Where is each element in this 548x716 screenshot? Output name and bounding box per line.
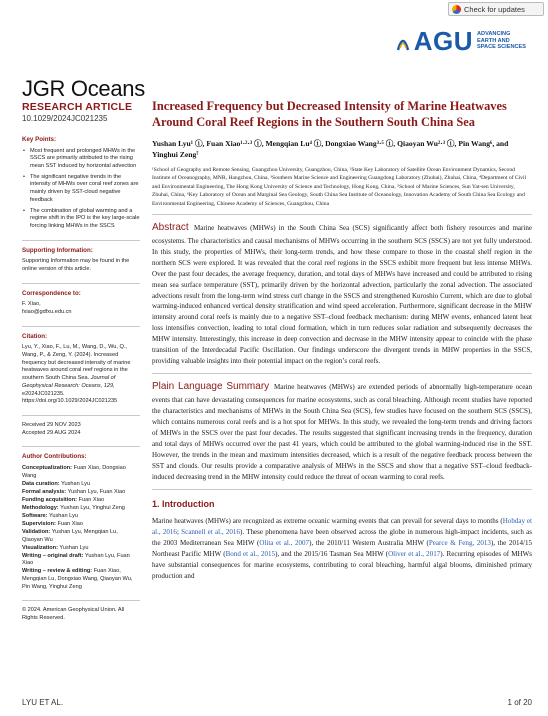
key-points-list xyxy=(22,148,140,231)
reference-link[interactable]: Scannell et al., 2016 xyxy=(181,527,240,536)
correspondence-heading: Correspondence to: xyxy=(22,289,81,297)
divider xyxy=(22,446,140,447)
journal-name: JGR Oceans xyxy=(22,76,145,101)
page-footer xyxy=(22,698,532,707)
received-date: Received 29 NOV 2023 xyxy=(22,422,81,428)
page-number: 1 of 20 xyxy=(507,698,532,707)
running-authors: LYU ET AL. xyxy=(22,698,64,707)
contribution-item: Methodology: Yushan Lyu, Yinghui Zeng xyxy=(22,504,125,511)
contribution-item: Writing – review & editing: Fuan Xiao, Mengqian Lu, Dongxiao Wang, Qiaoyan Wu, Pin Wang, Yinghui Zeng xyxy=(22,568,133,590)
reference-link[interactable]: Pearce & Feng, 2013 xyxy=(428,538,491,547)
crossmark-icon xyxy=(452,5,461,14)
reference-link[interactable]: Bond et al., 2015 xyxy=(225,549,276,558)
author-list: Yushan Lyu¹ ⓘ, Fuan Xiao¹·²·³ ⓘ, Mengqian Lu⁴ ⓘ, Dongxiao Wang³·⁵ ⓘ, Qiaoyan Wu²·³ ⓘ, Pin Wang⁶, and Yinghui Zeng⁷ xyxy=(152,138,509,160)
plain-language-summary xyxy=(152,379,532,482)
supporting-text: Supporting Information may be found in the online version of this article. xyxy=(22,258,130,272)
reference-link[interactable]: Hobday et al., 2016 xyxy=(152,516,532,536)
divider xyxy=(152,489,532,490)
article-type: RESEARCH ARTICLE xyxy=(22,101,133,113)
key-point: • Most frequent and prolonged MHWs in the SSCS are primarily attributed to the rising mean SST induced by horizontal advection xyxy=(22,148,140,171)
doi[interactable]: 10.1029/2024JC021235 xyxy=(22,114,108,123)
divider xyxy=(152,373,532,374)
article-title: Increased Frequency but Decreased Intensity of Marine Heatwaves Around Coral Reef Regions in the Southern South China Sea xyxy=(152,99,507,129)
contribution-item: Writing – original draft: Yushan Lyu, Fuan Xiao xyxy=(22,552,130,567)
correspondence-name: F. Xiao, xyxy=(22,301,41,308)
contribution-item: Conceptualization: Fuan Xiao, Dongxiao Wang xyxy=(22,464,126,479)
divider xyxy=(152,214,532,215)
check-for-updates-badge[interactable] xyxy=(448,2,544,16)
contribution-item: Visualization: Yushan Lyu xyxy=(22,544,89,551)
contributions-list xyxy=(22,465,140,591)
agu-globe-icon xyxy=(396,30,410,52)
check-for-updates-label: Check for updates xyxy=(464,4,525,14)
publisher-tagline: ADVANCING EARTH AND SPACE SCIENCES xyxy=(476,30,526,51)
correspondence-email[interactable]: fxiao@gdfxu.edu.cn xyxy=(22,308,72,315)
pls-text: Marine heatwaves (MHWs) are extended periods of abnormally high-temperature ocean events that can have devastating consequences for marine ecosystems, such as coral bleaching. Although recent studies have reported the characteristics and mechanisms of MHWs in the South China Sea (SCS), few studies have focused on the southern SCS (SSCS), which contains numerous coral reefs and is a hot spot for MHWs. In this study, we revealed the long-term trends and driving factors of MHWs in the SSCS over the past four decades. The results suggested that significant increasing trends in the frequency, duration and total days of MHWs occurred over the past 41 years, which could be attributed to the global warming-induced rise in the SST. However, the trends in the mean and maximum intensities decreased, which is a result of the negative feedback process between the SST and clouds. Our results provide a comparative analysis of MHWs in the SSCS and show that a negative SST–cloud feedback-induced decreasing trend in the MHW intensity could reduce the threat of ocean warming to coral reefs. xyxy=(152,383,533,481)
supporting-heading: Supporting Information: xyxy=(22,246,93,254)
key-points-heading: Key Points: xyxy=(22,136,57,143)
introduction-paragraph: Marine heatwaves (MHWs) are recognized as extreme oceanic warming events that can prevail for several days to months (Hobday et al., 2016; Scannell et al., 2016). These phenomena have been observed across the globe in numerous high-impact incidents, such as the 2003 Mediterranean Sea MHW (Olita et al., 2007), the 2010/11 Western Australia MHW (Pearce & Feng, 2013), the 2014/15 Northeast Pacific MHW (Bond et al., 2015), and the 2015/16 Tasman Sea MHW (Oliver et al., 2017). Recurring episodes of MHWs have substantial consequences for marine ecosystems, contributing to coral bleaching, harmful algal blooms, diminished primary production and xyxy=(152,516,533,580)
accepted-date: Accepted 29 AUG 2024 xyxy=(22,429,81,436)
key-point: • The significant negative trends in the intensity of MHWs over coral reef zones are mainly driven by SST-cloud negative feedback xyxy=(22,174,140,205)
abstract-text: Marine heatwaves (MHWs) in the South China Sea (SCS) significantly affect both fishery resources and marine ecosystems. The characteristics and causal mechanisms of MHWs occurring in the southern SCS (SSCS) are not yet fully understood. In this study, the properties of MHWs, their long-term trends, and how these compare to those in the coastal shelf region in the northern SCS were explored. It was revealed that the coral reef regions in the SSCS exhibit more frequent but less intense MHWs. Over the past four decades, the average frequency, duration, and total days of MHWs have increased and could be attributed to rising mean sea surface temperature (SST), primarily driven by the horizontal advection, particularly the zonal advection. The associated advections result from the long-term wind stress curl change in the SSCS and strengthened Kuroshio Current, which are due to global warming-induced enhanced vertical density stratification and wind speed acceleration. Furthermore, significant decrease in the MHW intensity around coral reefs is mainly due to a negative SST–cloud feedback mechanism: during MHW events, enhanced latent heat loss intensifies convection, leading to total cloud formation, which in turn reduces solar radiation and subsequently decreases the MHW intensity. Interestingly, this increase in deep convection and decrease in the MHW intensity appear to coincide with the phase transition of the Interdecadal Pacific Oscillation. Our findings underscore the divergent trends in MHW properties in the SSCS, providing valuable insights into their potential impact on the region’s coral reefs. xyxy=(152,223,533,366)
left-sidebar xyxy=(22,136,140,623)
pls-heading: Plain Language Summary xyxy=(152,381,270,393)
section-heading: 1. Introduction xyxy=(152,498,215,509)
citation-text: Lyu, Y., Xiao, F., Lu, M., Wang, D., Wu, Q., Wang, P., & Zeng, Y. (2024). Increased frequency but decreased intensity of marine heatwaves around coral reef regions in the southern South China Sea. Journal of Geophysical Research: Oceans, 129, e2024JC021235. https://doi.org/10.1029/2024JC021235 xyxy=(22,344,131,405)
divider xyxy=(22,600,140,601)
reference-link[interactable]: Olita et al., 2007 xyxy=(259,538,310,547)
divider xyxy=(22,283,140,284)
abstract-heading: Abstract xyxy=(152,221,189,233)
divider xyxy=(22,326,140,327)
contribution-item: Data curation: Yushan Lyu xyxy=(22,480,91,487)
contribution-item: Formal analysis: Yushan Lyu, Fuan Xiao xyxy=(22,488,126,495)
contribution-item: Validation: Yushan Lyu, Mengqian Lu, Qiaoyan Wu xyxy=(22,528,118,543)
divider xyxy=(22,415,140,416)
abstract xyxy=(152,220,532,367)
reference-link[interactable]: Oliver et al., 2017 xyxy=(388,549,441,558)
contribution-item: Software: Yushan Lyu xyxy=(22,512,78,519)
contribution-item: Funding acquisition: Fuan Xiao xyxy=(22,496,105,503)
contribution-item: Supervision: Fuan Xiao xyxy=(22,520,83,527)
copyright: © 2024. American Geophysical Union. All Rights Reserved. xyxy=(22,607,125,622)
contributions-heading: Author Contributions: xyxy=(22,453,87,461)
publisher-name: AGU xyxy=(413,26,473,56)
key-point: • The combination of global warming and a regime shift in the IPO is the key large-scale forcing linking MHWs in the SSCS xyxy=(22,208,140,231)
citation-heading: Citation: xyxy=(22,332,48,340)
divider xyxy=(22,240,140,241)
affiliations: ¹School of Geography and Remote Sensing, Guangzhou University, Guangzhou, China, ²State Key Laboratory of Satellite Ocean Environment Dynamics, Second Institute of Oceanography, MNR, Hangzhou, China, ³Southern Marine Science and Engineering Guangdong Laboratory (Zhuhai), Zhuhai, China, ⁴Department of Civil and Environmental Engineering, The Hong Kong University of Science and Technology, Hong Kong, China, ⁵School of Marine Sciences, Sun Yat-sen University, Zhuhai, China, ⁶Key Laboratory of Ocean and Marginal Sea Geology, South China Sea Institute of Oceanology, Innovation Academy of South China Sea Ecology and Environmental Engineering, Chinese Academy of Sciences, Guangzhou, China xyxy=(152,167,527,207)
main-column xyxy=(152,99,532,582)
publisher-logo xyxy=(396,28,526,54)
